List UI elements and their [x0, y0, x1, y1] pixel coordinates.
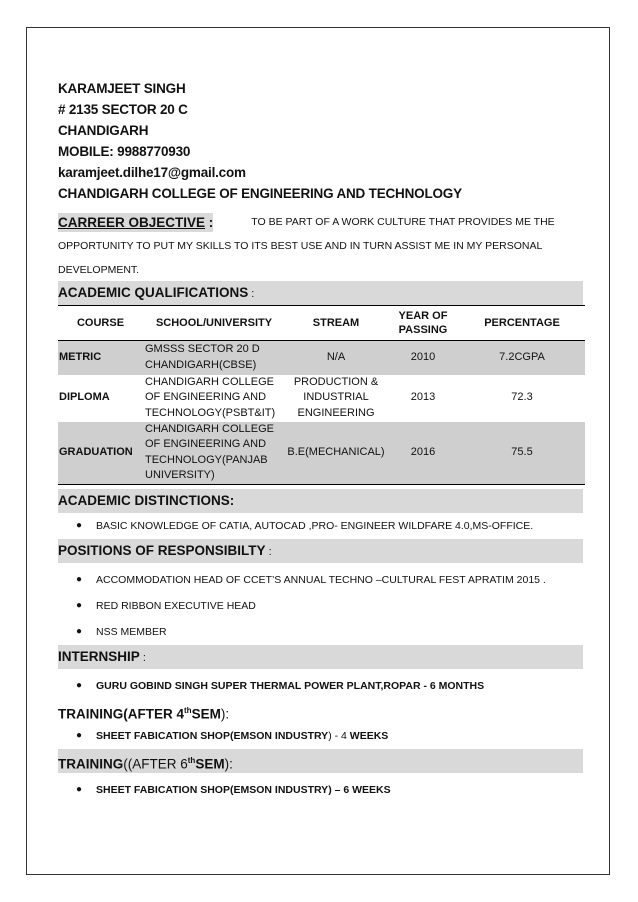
- objective-text-line-1: TO BE PART OF A WORK CULTURE THAT PROVIDES ME THE: [251, 216, 555, 228]
- percentage-cell: 75.5: [459, 422, 585, 485]
- year-cell: 2013: [410, 391, 436, 404]
- column-header-stream: STREAM: [285, 306, 387, 341]
- year-cell: 2010: [387, 341, 459, 375]
- objective-heading-row: [58, 210, 583, 234]
- school-cell: CHANDIGARH COLLEGE OF ENGINEERING AND TECHNOLOGY(PSBT&IT): [145, 375, 276, 419]
- list-item: ● BASIC KNOWLEDGE OF CATIA, AUTOCAD ,PRO- ENGINEER WILDFARE 4.0,MS-OFFICE.: [58, 513, 583, 539]
- table-row: [58, 422, 585, 485]
- qualifications-table: [58, 305, 585, 485]
- email-address: karamjeet.dilhe17@gmail.com: [58, 165, 246, 180]
- stream-cell: B.E(MECHANICAL): [285, 422, 387, 485]
- list-item: ● NSS MEMBER: [58, 619, 583, 645]
- bullet-icon: ●: [76, 626, 83, 637]
- academic-distinctions-heading: ACADEMIC DISTINCTIONS:: [58, 489, 583, 513]
- address-line-2: CHANDIGARH: [58, 123, 149, 138]
- academic-qualifications-heading: ACADEMIC QUALIFICATIONS :: [58, 281, 583, 305]
- school-cell: GMSSS SECTOR 20 D CHANDIGARH(CBSE): [143, 341, 285, 375]
- list-item: ● GURU GOBIND SINGH SUPER THERMAL POWER PLANT,ROPAR - 6 MONTHS: [58, 673, 583, 699]
- resume-content: [58, 78, 583, 803]
- positions-heading: POSITIONS OF RESPONSIBILTY :: [58, 539, 583, 563]
- list-item: ● SHEET FABICATION SHOP(EMSON INDUSTRY) – 6 WEEKS: [58, 777, 583, 803]
- list-item: ● SHEET FABICATION SHOP(EMSON INDUSTRY) - 4 WEEKS: [58, 723, 583, 749]
- training-after-6th-sem-heading: TRAINING((AFTER 6thSEM):: [58, 749, 583, 773]
- objective-text-line-3: DEVELOPMENT.: [58, 264, 140, 276]
- course-cell: DIPLOMA: [59, 391, 110, 404]
- course-cell: METRIC: [58, 341, 143, 375]
- bullet-icon: ●: [76, 574, 83, 585]
- candidate-name: KARAMJEET SINGH: [58, 81, 186, 96]
- school-cell: CHANDIGARH COLLEGE OF ENGINEERING AND TECHNOLOGY(PANJAB UNIVERSITY): [143, 422, 285, 485]
- mobile-number: MOBILE: 9988770930: [58, 144, 191, 159]
- stream-cell: PRODUCTION & INDUSTRIAL ENGINEERING: [293, 375, 379, 419]
- table-header-row: [58, 306, 585, 341]
- objective-title: CARREER OBJECTIVE :: [58, 214, 214, 230]
- positions-list: [58, 567, 583, 645]
- list-item: ● ACCOMMODATION HEAD OF CCET’S ANNUAL TECHNO –CULTURAL FEST APRATIM 2015 .: [58, 567, 583, 593]
- internship-list: [58, 673, 583, 699]
- internship-heading: INTERNSHIP :: [58, 645, 583, 669]
- college-name: CHANDIGARH COLLEGE OF ENGINEERING AND TECHNOLOGY: [58, 186, 462, 201]
- percentage-cell: 72.3: [511, 391, 533, 404]
- column-header-percentage: PERCENTAGE: [459, 306, 585, 341]
- training-after-4th-sem-heading: TRAINING(AFTER 4thSEM):: [58, 706, 230, 722]
- objective-text-line-2: OPPORTUNITY TO PUT MY SKILLS TO ITS BEST USE AND IN TURN ASSIST ME IN MY PERSONAL: [58, 240, 543, 252]
- column-header-course: COURSE: [58, 306, 143, 341]
- bullet-icon: ●: [76, 784, 83, 795]
- bullet-icon: ●: [76, 600, 83, 611]
- year-cell: 2016: [387, 422, 459, 485]
- stream-cell: N/A: [285, 341, 387, 375]
- bullet-icon: ●: [76, 520, 83, 531]
- distinctions-list: [58, 513, 583, 539]
- training-after-4th-sem-list: [58, 723, 583, 749]
- training-after-6th-sem-list: [58, 777, 583, 803]
- table-row: [58, 341, 585, 375]
- bullet-icon: ●: [76, 680, 83, 691]
- bullet-icon: ●: [76, 730, 83, 741]
- column-header-year: YEAR OF PASSING: [387, 306, 459, 341]
- column-header-school: SCHOOL/UNIVERSITY: [143, 306, 285, 341]
- course-cell: GRADUATION: [58, 422, 143, 485]
- address-line-1: # 2135 SECTOR 20 C: [58, 102, 188, 117]
- table-row: [58, 375, 585, 422]
- percentage-cell: 7.2CGPA: [459, 341, 585, 375]
- list-item: ● RED RIBBON EXECUTIVE HEAD: [58, 593, 583, 619]
